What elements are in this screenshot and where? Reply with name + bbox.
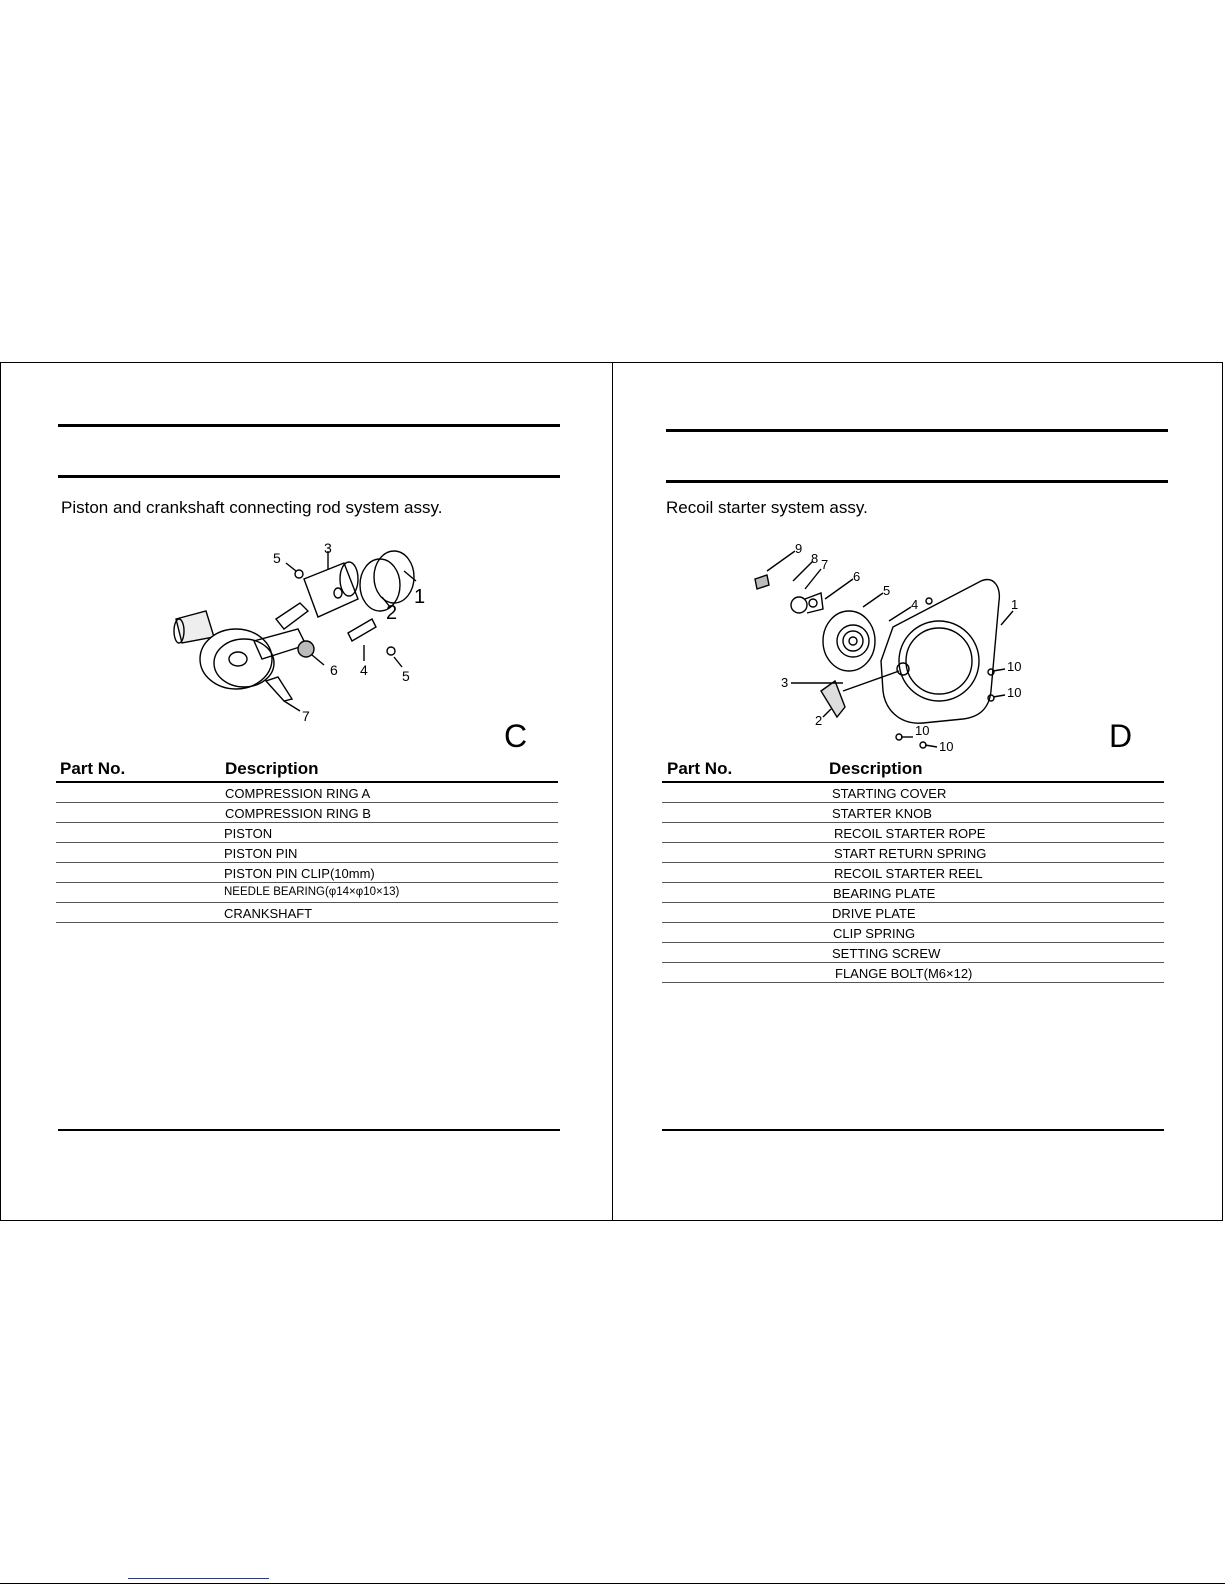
callout-8: 8 xyxy=(811,551,819,566)
callout-4: 4 xyxy=(911,597,919,612)
callout-4: 4 xyxy=(360,662,368,678)
callout-2: 2 xyxy=(386,602,398,624)
recoil-starter-diagram xyxy=(743,541,1063,756)
footer-rule xyxy=(58,1129,560,1131)
column-header-part-no: Part No. xyxy=(667,759,733,778)
figure-letter: C xyxy=(504,718,528,754)
table-row: STARTER KNOB xyxy=(662,803,1164,823)
table-row: CRANKSHAFT xyxy=(56,903,558,923)
table-row: START RETURN SPRING xyxy=(662,843,1164,863)
callout-5b: 5 xyxy=(402,668,410,684)
callout-3: 3 xyxy=(781,675,789,690)
section-heading: Recoil starter system assy. xyxy=(666,498,868,517)
section-heading: Piston and crankshaft connecting rod system assy. xyxy=(61,498,443,517)
column-header-description: Description xyxy=(829,759,923,778)
callout-7: 7 xyxy=(821,557,829,572)
callout-2: 2 xyxy=(815,713,823,728)
table-row: RECOIL STARTER ROPE xyxy=(662,823,1164,843)
table-row: PISTON xyxy=(56,823,558,843)
table-row: FLANGE BOLT(M6×12) xyxy=(662,963,1164,983)
table-row: PISTON PIN CLIP(10mm) xyxy=(56,863,558,883)
table-row: SETTING SCREW xyxy=(662,943,1164,963)
bottom-link-underline xyxy=(128,1578,269,1579)
bottom-edge-line xyxy=(0,1583,1225,1584)
manual-sheet xyxy=(0,362,1223,1221)
callout-6: 6 xyxy=(853,569,861,584)
callout-1: 1 xyxy=(1011,597,1019,612)
footer-rule xyxy=(662,1129,1164,1131)
callout-7: 7 xyxy=(302,708,310,724)
column-header-description: Description xyxy=(225,759,319,778)
table-row: NEEDLE BEARING(φ14×φ10×13) xyxy=(56,883,558,903)
piston-crankshaft-diagram xyxy=(166,541,446,726)
table-row: STARTING COVER xyxy=(662,783,1164,803)
table-row: COMPRESSION RING A xyxy=(56,783,558,803)
table-row: DRIVE PLATE xyxy=(662,903,1164,923)
callout-1: 1 xyxy=(414,586,426,608)
table-row: CLIP SPRING xyxy=(662,923,1164,943)
callout-10b: 10 xyxy=(1007,685,1022,700)
callout-10c: 10 xyxy=(915,723,930,738)
figure-letter: D xyxy=(1109,718,1133,754)
table-row: BEARING PLATE xyxy=(662,883,1164,903)
header-rule-bottom xyxy=(666,480,1168,483)
column-header-part-no: Part No. xyxy=(60,759,126,778)
callout-5a: 5 xyxy=(273,550,281,566)
header-rule-bottom xyxy=(58,475,560,478)
header-rule-top xyxy=(666,429,1168,432)
table-row: RECOIL STARTER REEL xyxy=(662,863,1164,883)
callout-9: 9 xyxy=(795,541,803,556)
header-rule-top xyxy=(58,424,560,427)
page-left xyxy=(1,363,612,1220)
callout-3: 3 xyxy=(324,541,332,556)
table-row: COMPRESSION RING B xyxy=(56,803,558,823)
callout-5: 5 xyxy=(883,583,891,598)
callout-10d: 10 xyxy=(939,739,954,754)
page-right xyxy=(613,363,1224,1220)
callout-10a: 10 xyxy=(1007,659,1022,674)
callout-6: 6 xyxy=(330,662,338,678)
table-row: PISTON PIN xyxy=(56,843,558,863)
